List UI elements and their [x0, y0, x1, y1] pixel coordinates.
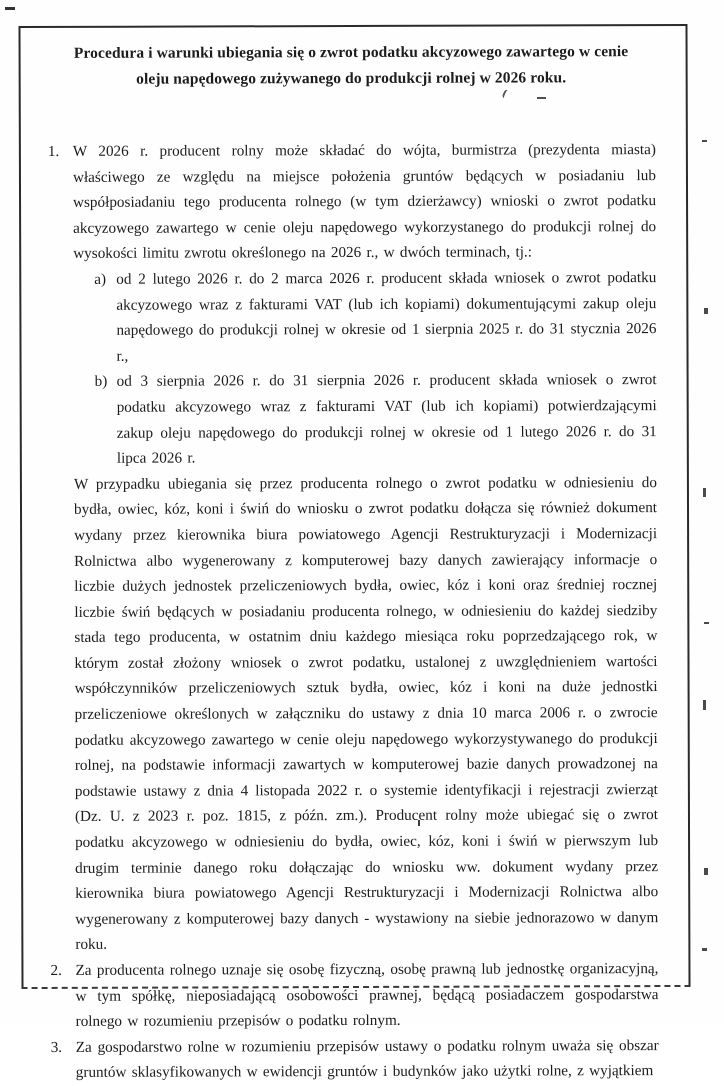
- list-item-2: [49, 956, 658, 1035]
- list-item-body: [76, 1033, 659, 1086]
- scan-artifact-right-edge: [704, 308, 708, 314]
- list-item-number: 3.: [50, 1038, 63, 1056]
- list-item-1: [47, 137, 659, 958]
- document-title: Procedura i warunki ubiegania się o zwrot podatku akcyzowego zawartego w cenie oleju napędowego zużywanego do produkcji rolnej w 2026 roku.: [73, 43, 629, 88]
- list-item-3: [50, 1033, 659, 1086]
- scan-artifact-right-edge: [703, 488, 706, 497]
- sub-item-text: od 3 sierpnia 2026 r. do 31 sierpnia 2026 r. producent składa wniosek o zwrot podatku akcyzowego wraz z fakturami VAT (lub ich kopiami) potwierdzającymi zakup oleju napędowego do produkcji rolnej w okresie od 1 lutego 2026 r. do 31 lipca 2026 r.: [116, 371, 657, 467]
- list-item-number: 2.: [50, 961, 62, 979]
- scan-artifact-right-edge: [703, 700, 706, 710]
- sub-item-marker: b): [94, 373, 108, 391]
- scan-artifact-right-edge: [704, 622, 709, 624]
- list-item-body: [73, 137, 659, 958]
- sub-item-a: [94, 265, 656, 369]
- list-item-number: 1.: [47, 142, 60, 160]
- scan-artifact-top-left: [5, 7, 15, 10]
- paragraph-continuation: W przypadku ubiegania się przez producenta rolnego o zwrot podatku w odniesieniu do bydła, owiec, kóz, koni i świń do wniosku o zwrot podatku dołącza się również dokument wydany przez kierownika biura powiatowego Agencji Restrukturyzacji i Modernizacji Rolnictwa albo wygenerowany z komputerowej bazy danych zawierający informacje o liczbie dużych jednostek przeliczeniowych bydła, owiec, kóz i koni oraz średniej rocznej liczbie świń będących w posiadaniu producenta rolnego, w odniesieniu do każdej siedziby stada tego producenta, w ostatnim dniu każdego miesiąca roku poprzedzającego rok, w którym został złożony wniosek o zwrot podatku, ustalonej z uwzględnieniem wartości współczynników przeliczeniowych sztuk bydła, owiec, kóz i koni na duże jednostki przeliczeniowe określonych w załączniku do ustawy z dnia 10 marca 2006 r. o zwrocie podatku akcyzowego zawartego w cenie oleju napędowego wykorzystywanego do produkcji rolnej, na podstawie informacji zawartych w komputerowej bazie danych prowadzonej na podstawie ustawy z dnia 4 listopada 2022 r. o systemie identyfikacji i rejestracji zwierząt (Dz. U. z 2023 r. poz. 1815, z późn. zm.). Producent rolny może ubiegać się o zwrot podatku akcyzowego w odniesieniu do bydła, owiec, kóz, koni i świń w pierwszym lub drugim terminie danego roku dołączając do wniosku ww. dokument wydany przez kierownika biura powiatowego Agencji Restrukturyzacji i Modernizacji Rolnictwa albo wygenerowany z komputerowej bazy danych - wystawiony na siebie jednorazowo w danym roku.: [73, 473, 659, 954]
- paragraph-intro: W 2026 r. producent rolny może składać do wójta, burmistrza (prezydenta miasta) właściwego ze względu na miejsce położenia gruntów będących w posiadaniu lub współposiadaniu tego producenta rolnego (w tym dzierżawcy) wnioski o zwrot podatku akcyzowego zawartego w cenie oleju napędowego wykorzystanego do produkcji rolnej do wysokości limitu zwrotu określonego na 2026 r., w dwóch terminach, tj.:: [72, 141, 657, 263]
- sub-item-b: [95, 367, 657, 471]
- list-item-body: [75, 956, 658, 1035]
- paragraph-intro: Za gospodarstwo rolne w rozumieniu przepisów ustawy o podatku rolnym uważa się obszar gruntów sklasyfikowanych w ewidencji gruntów i budynków jako użytki rolne, z wyjątkiem: [75, 1036, 659, 1082]
- scan-artifact-right-edge: [702, 948, 707, 951]
- document-body: [47, 137, 659, 1086]
- sub-item-text: od 2 lutego 2026 r. do 2 marca 2026 r. producent składa wniosek o zwrot podatku akcyzowego wraz z fakturami VAT (lub ich kopiami) dokumentującymi zakup oleju napędowego do produkcji rolnej w okresie od 1 sierpnia 2025 r. do 31 stycznia 2026 r.,: [116, 269, 657, 365]
- scan-artifact-right-edge: [704, 868, 708, 875]
- page-border-frame: [18, 24, 690, 1082]
- paragraph-intro: Za producenta rolnego uznaje się osobę fizyczną, osobę prawną lub jednostkę organizacyjną, w tym spółkę, nieposiadającą osobowości prawnej, będącą posiadaczem gospodarstwa rolnego w rozumieniu przepisów o podatku rolnym.: [75, 960, 659, 1031]
- scan-artifact-right-edge: [702, 140, 707, 142]
- sub-item-marker: a): [94, 270, 107, 288]
